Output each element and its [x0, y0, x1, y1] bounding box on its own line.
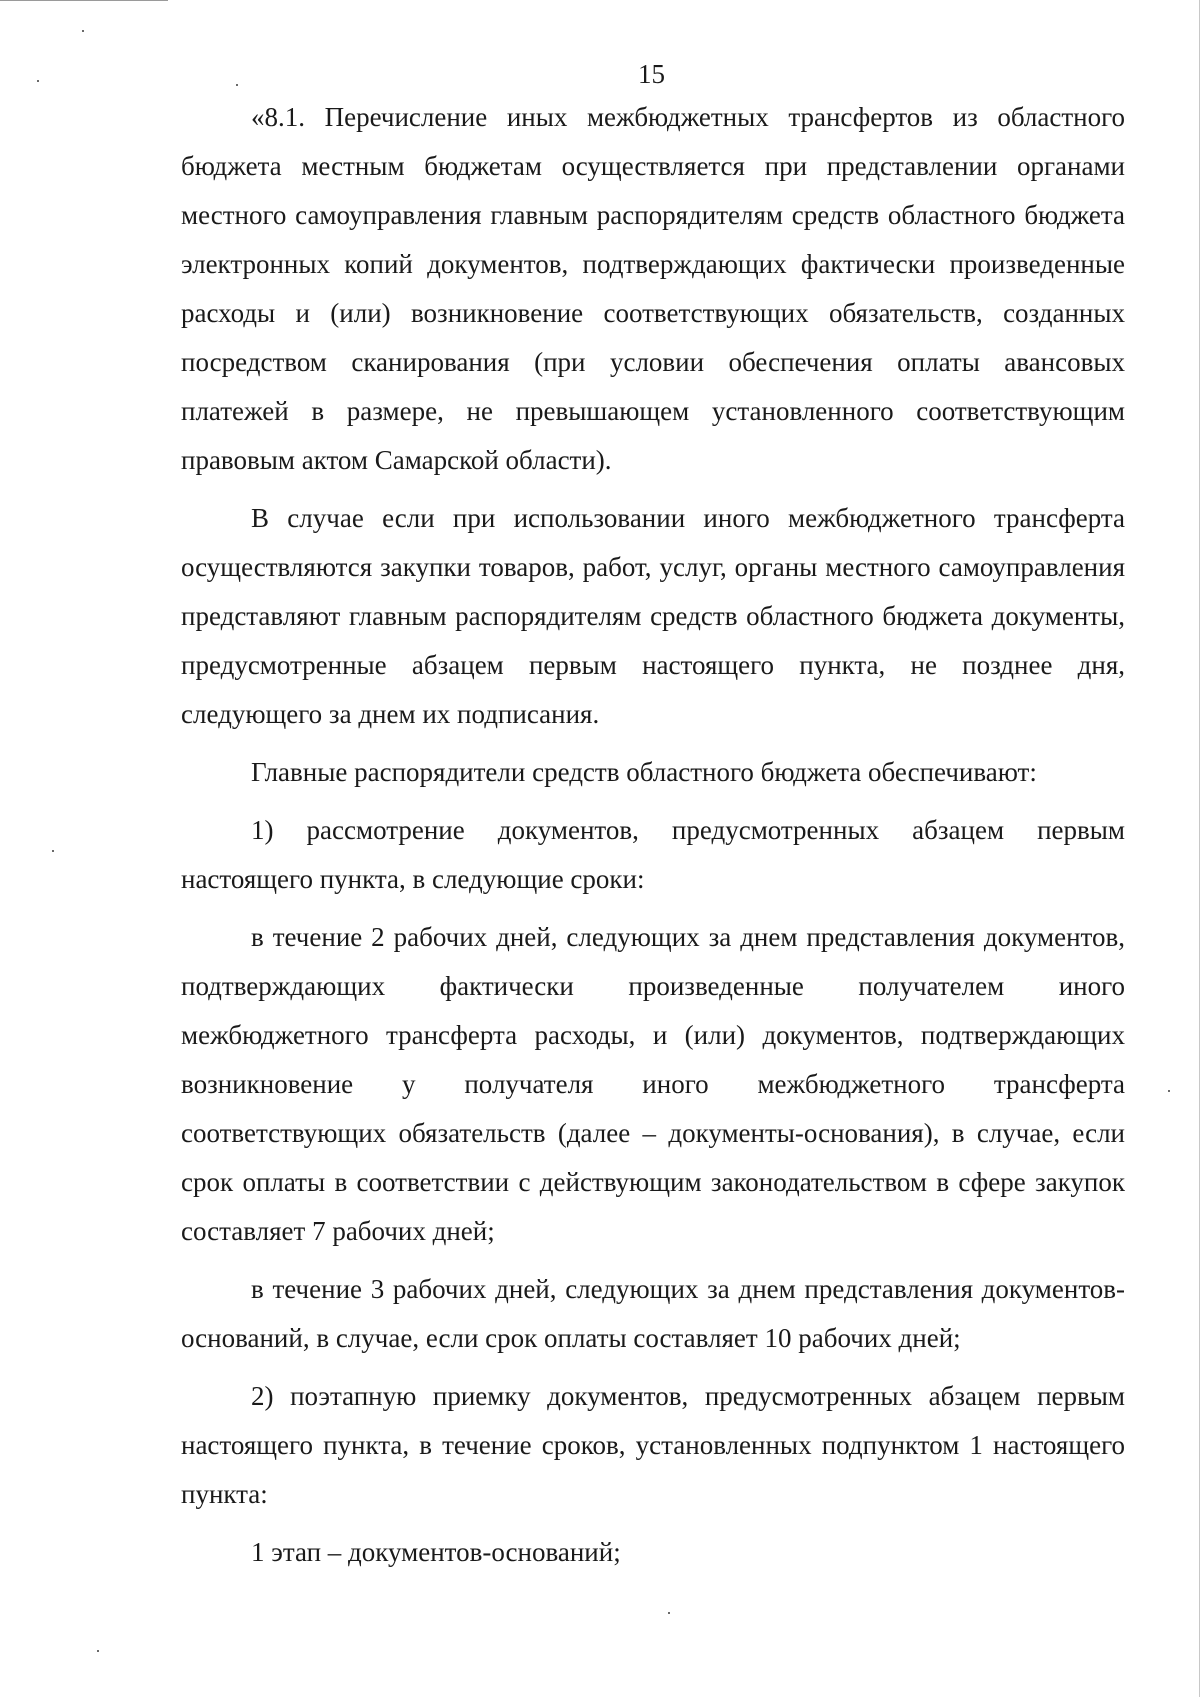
scan-speck: [82, 30, 84, 32]
paragraph-term-2-days: в течение 2 рабочих дней, следующих за днем представления документов, подтверждающих фактически произведенные получателем иного межбюджетного трансферта расходы, и (или) документов, подтверждающих возникновение у получателя иного межбюджетного трансферта соответствующих обязательств (далее – документы-основания), в случае, если срок оплаты в соответствии с действующим законодательством в сфере закупок составляет 7 рабочих дней;: [181, 922, 1125, 1246]
document-body: [181, 93, 1125, 1577]
paragraph-procurement: В случае если при использовании иного межбюджетного трансферта осуществляются закупки товаров, работ, услуг, органы местного самоуправления представляют главным распорядителям средств областного бюджета документы, предусмотренные абзацем первым настоящего пункта, не позднее дня, следующего за днем их подписания.: [181, 503, 1125, 729]
paragraph-term-3-days: в течение 3 рабочих дней, следующих за днем представления документов-оснований, в случае, если срок оплаты составляет 10 рабочих дней;: [181, 1274, 1125, 1353]
scan-speck: [668, 1612, 670, 1614]
paragraph-item-2: 2) поэтапную приемку документов, предусмотренных абзацем первым настоящего пункта, в течение сроков, установленных подпунктом 1 настоящего пункта:: [181, 1381, 1125, 1509]
paragraph-item-1: 1) рассмотрение документов, предусмотренных абзацем первым настоящего пункта, в следующие сроки:: [181, 815, 1125, 894]
paragraph-obligations-intro: Главные распорядители средств областного бюджета обеспечивают:: [251, 757, 1037, 787]
paragraph-8-1: «8.1. Перечисление иных межбюджетных трансфертов из областного бюджета местным бюджетам осуществляется при представлении органами местного самоуправления главным распорядителям средств областного бюджета электронных копий документов, подтверждающих фактически произведенные расходы и (или) возникновение соответствующих обязательств, созданных посредством сканирования (при условии обеспечения оплаты авансовых платежей в размере, не превышающем установленного соответствующим правовым актом Самарской области).: [181, 102, 1125, 475]
paragraph-stage-1: 1 этап – документов-оснований;: [251, 1537, 621, 1567]
scan-edge-top: [0, 0, 168, 1]
page-number: 15: [638, 59, 665, 89]
scan-speck: [52, 850, 54, 852]
scan-speck: [97, 1650, 99, 1652]
scan-speck: [1168, 1090, 1170, 1092]
